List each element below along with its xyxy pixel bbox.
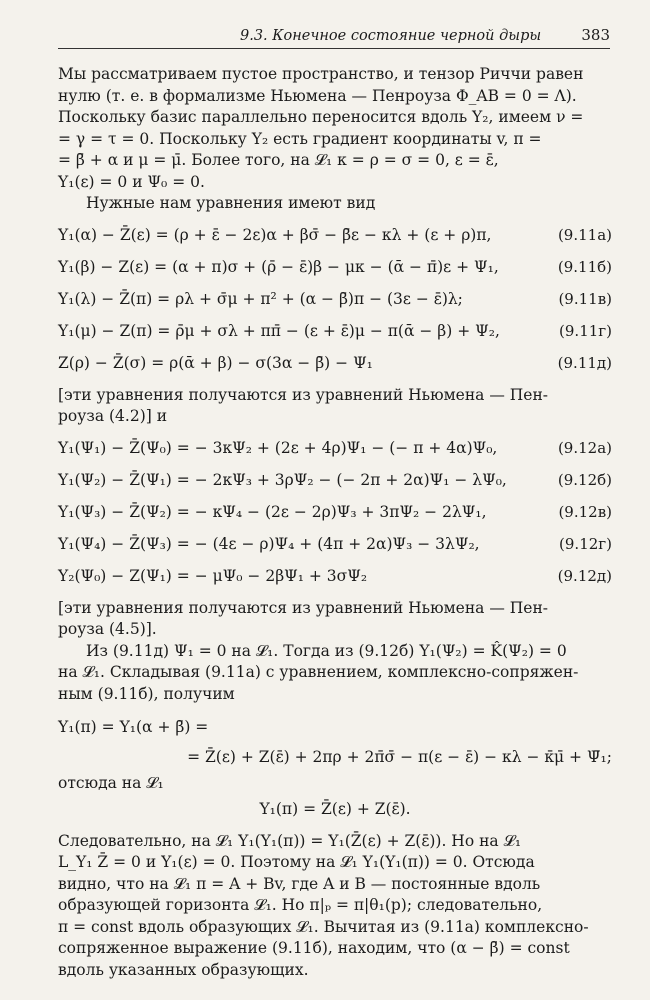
numbered-equation bbox=[58, 251, 612, 283]
equation-expression: Y₁(β) − Z(ε) = (α + π)σ + (ρ̄ − ε̄)β − μκ − (ᾱ − π̄)ε + Ψ₁, bbox=[58, 257, 499, 276]
paragraph-line: Мы рассматриваем пустое пространство, и тензор Риччи равен bbox=[58, 65, 584, 83]
paragraph-line: роуза (4.2)] и bbox=[58, 407, 168, 425]
paragraph-line: видно, что на 𝓛₁ π = A + Bv, где A и B — постоянные вдоль bbox=[58, 874, 541, 893]
paragraph-line: Нужные нам уравнения имеют вид bbox=[86, 194, 376, 212]
paragraph-line: Следовательно, на 𝓛₁ Y₁(Y₁(π)) = Y₁(Z̄(ε) + Z(ε̄)). Но на 𝓛₁ bbox=[58, 831, 522, 850]
equation-expression: Y₁(Ψ₂) − Z̄(Ψ₁) = − 2κΨ₃ + 3ρΨ₂ − (− 2π + 2α)Ψ₁ − λΨ₀, bbox=[58, 470, 507, 489]
paragraph-line: π = const вдоль образующих 𝓛₁. Вычитая из (9.11а) комплексно- bbox=[58, 917, 589, 936]
equation-group-9-12 bbox=[58, 432, 612, 592]
numbered-equation bbox=[58, 464, 612, 496]
equation-expression: Y₁(α) − Z̄(ε) = (ρ + ε̄ − 2ε)α + βσ̄ − β̄ε − κλ + (ε + ρ)π, bbox=[58, 225, 492, 244]
paragraph-line: вдоль указанных образующих. bbox=[58, 960, 309, 979]
numbered-equation bbox=[58, 283, 612, 315]
equation-number: (9.11д) bbox=[557, 353, 612, 372]
equation-number: (9.12в) bbox=[558, 502, 612, 521]
display-equation-line: = Z̄(ε) + Z(ε̄) + 2πρ + 2π̄σ̄ − π(ε − ε̄) − κλ − κ̄μ̄ + Ψ̄₁; bbox=[187, 748, 612, 766]
paragraph-line: = β̄ + α и μ = μ̄. Более того, на 𝓛₁ κ = ρ = σ = 0, ε = ε̄, bbox=[58, 151, 499, 169]
numbered-equation bbox=[58, 315, 612, 347]
numbered-equation bbox=[58, 528, 612, 560]
equation-number: (9.11в) bbox=[558, 289, 612, 308]
display-equation-line: Y₁(π) = Y₁(α + β̄) = bbox=[58, 718, 209, 736]
equation-number: (9.12д) bbox=[557, 566, 612, 585]
paragraph-line: роуза (4.5)]. bbox=[58, 620, 157, 638]
paragraph-line: ным (9.11б), получим bbox=[58, 684, 235, 703]
equation-expression: Y₁(Ψ₄) − Z̄(Ψ₃) = − (4ε − ρ)Ψ₄ + (4π + 2α)Ψ₃ − 3λΨ₂, bbox=[58, 534, 480, 553]
numbered-equation bbox=[58, 347, 612, 379]
running-title: 9.3. Конечное состояние черной дыры bbox=[240, 28, 542, 44]
equation-expression: Y₁(μ) − Z(π) = ρ̄μ + σλ + ππ̄ − (ε + ε̄)μ − π(ᾱ − β) + Ψ₂, bbox=[58, 321, 500, 340]
display-equation-result: Y₁(π) = Z̄(ε) + Z(ε̄). bbox=[259, 799, 411, 818]
numbered-equation bbox=[58, 560, 612, 592]
page-number: 383 bbox=[581, 26, 610, 44]
equation-number: (9.12б) bbox=[557, 470, 612, 489]
equation-expression: Y₁(Ψ₃) − Z̄(Ψ₂) = − κΨ₄ − (2ε − 2ρ)Ψ₃ + 3πΨ₂ − 2λΨ₁, bbox=[58, 502, 487, 521]
equation-number: (9.11а) bbox=[557, 225, 612, 244]
equation-expression: Y₁(Ψ₁) − Z̄(Ψ₀) = − 3κΨ₂ + (2ε + 4ρ)Ψ₁ − (− π + 4α)Ψ₀, bbox=[58, 438, 498, 457]
page-header bbox=[58, 22, 616, 46]
paragraph-line: [эти уравнения получаются из уравнений Ньюмена — Пен- bbox=[58, 385, 549, 404]
equation-number: (9.11б) bbox=[557, 257, 612, 276]
numbered-equation bbox=[58, 219, 612, 251]
equation-group-9-11 bbox=[58, 219, 612, 379]
paragraph-line: Y₁(ε) = 0 и Ψ₀ = 0. bbox=[58, 172, 205, 191]
page-body bbox=[58, 64, 612, 981]
equation-expression: Y₁(λ) − Z̄(π) = ρλ + σ̄μ + π² + (α − β̄)π − (3ε − ε̄)λ; bbox=[58, 289, 463, 308]
paragraph-line: = γ = τ = 0. Поскольку Y₂ есть градиент координаты v, π = bbox=[58, 129, 542, 148]
paragraph-line: Из (9.11д) Ψ₁ = 0 на 𝓛₁. Тогда из (9.12б) Y₁(Ψ₂) = K̂(Ψ₂) = 0 bbox=[86, 641, 567, 660]
paragraph-line: L_Y₁ Z̄ = 0 и Y₁(ε) = 0. Поэтому на 𝓛₁ Y₁(Y₁(π)) = 0. Отсюда bbox=[58, 853, 535, 871]
equation-expression: Z(ρ) − Z̄(σ) = ρ(ᾱ + β) − σ(3α − β̄) − Ψ₁ bbox=[58, 353, 373, 372]
paragraph-line: сопряженное выражение (9.11б), находим, что (α − β̄) = const bbox=[58, 939, 570, 957]
header-rule bbox=[58, 48, 610, 49]
paragraph-line: [эти уравнения получаются из уравнений Ньюмена — Пен- bbox=[58, 598, 549, 617]
numbered-equation bbox=[58, 432, 612, 464]
paragraph-line: Поскольку базис параллельно переносится вдоль Y₂, имеем ν = bbox=[58, 108, 584, 126]
paragraph-line: на 𝓛₁. Складывая (9.11а) с уравнением, комплексно-сопряжен- bbox=[58, 663, 579, 681]
paragraph-line: отсюда на 𝓛₁ bbox=[58, 774, 164, 792]
equation-number: (9.12а) bbox=[557, 438, 612, 457]
paragraph-line: образующей горизонта 𝓛₁. Но π|ₚ = π|θ₁(p); следовательно, bbox=[58, 896, 543, 914]
equation-expression: Y₂(Ψ₀) − Z(Ψ₁) = − μΨ₀ − 2βΨ₁ + 3σΨ₂ bbox=[58, 566, 368, 585]
equation-number: (9.11г) bbox=[559, 321, 612, 340]
equation-number: (9.12г) bbox=[559, 534, 612, 553]
paragraph-line: нулю (т. е. в формализме Ньюмена — Пенроуза Φ_AB = 0 = Λ). bbox=[58, 86, 577, 105]
numbered-equation bbox=[58, 496, 612, 528]
